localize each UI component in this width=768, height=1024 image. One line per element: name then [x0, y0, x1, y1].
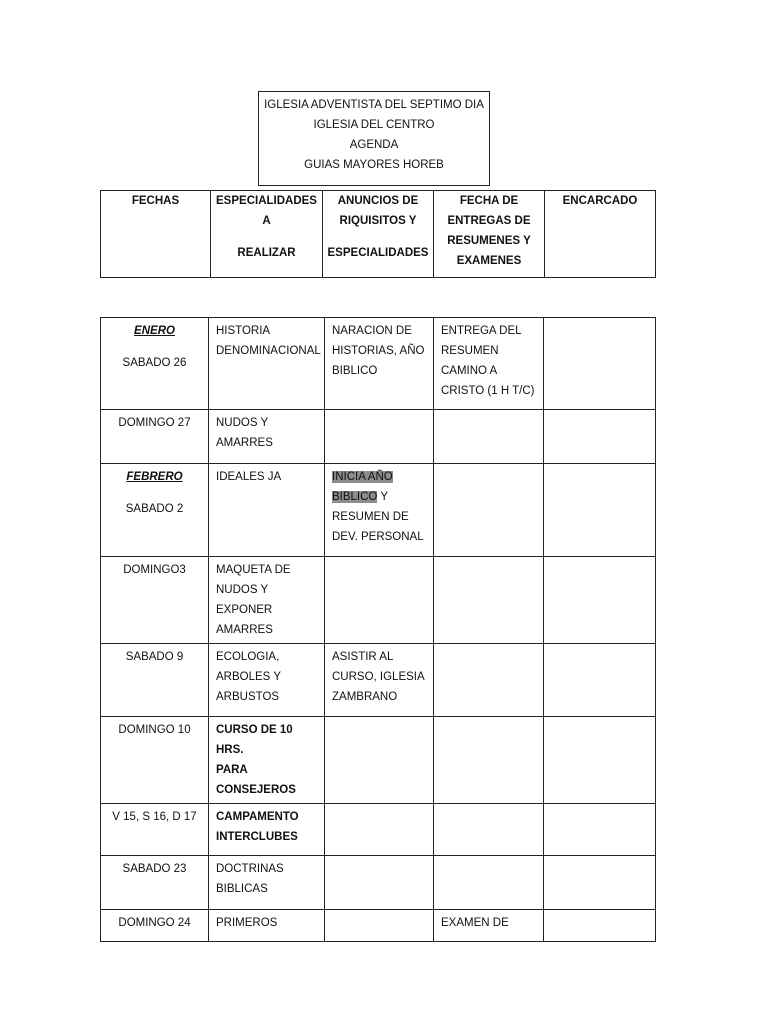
table-row — [101, 910, 656, 942]
entrega-cell — [434, 410, 544, 464]
agenda-table — [100, 317, 656, 942]
table-row — [101, 318, 656, 410]
anuncios-cell — [325, 910, 434, 942]
date-cell: DOMINGO 10 — [101, 717, 209, 804]
document-type: AGENDA — [349, 139, 399, 151]
church-name: IGLESIA ADVENTISTA DEL SEPTIMO DIA — [264, 99, 484, 111]
anuncios-cell — [325, 804, 434, 856]
entrega-cell — [434, 644, 544, 717]
header-table — [100, 190, 656, 278]
table-row — [101, 804, 656, 856]
anuncios-cell — [325, 717, 434, 804]
date-cell: SABADO 23 — [101, 856, 209, 910]
date-cell: V 15, S 16, D 17 — [101, 804, 209, 856]
especialidad-cell: PRIMEROS — [209, 910, 325, 942]
entrega-cell: ENTREGA DEL RESUMEN CAMINO A CRISTO (1 H T/C) — [434, 318, 544, 410]
encargado-cell — [544, 557, 656, 644]
header-encargado: ENCARCADO — [545, 191, 656, 278]
month-label: FEBRERO — [126, 471, 183, 483]
header-anuncios: ANUNCIOS DE RIQUISITOS Y ESPECIALIDADES — [323, 191, 434, 278]
club-name: GUIAS MAYORES HOREB — [304, 159, 444, 171]
encargado-cell — [544, 318, 656, 410]
anuncios-cell: ASISTIR AL CURSO, IGLESIA ZAMBRANO — [325, 644, 434, 717]
especialidad-cell: DOCTRINAS BIBLICAS — [209, 856, 325, 910]
highlighted-text: BIBLICO — [332, 491, 378, 503]
anuncios-cell — [325, 410, 434, 464]
anuncios-cell — [325, 557, 434, 644]
encargado-cell — [544, 464, 656, 557]
anuncios-cell: INICIA AÑO BIBLICO Y RESUMEN DE DEV. PERSONAL — [325, 464, 434, 557]
entrega-cell — [434, 804, 544, 856]
table-row — [101, 856, 656, 910]
encargado-cell — [544, 910, 656, 942]
especialidad-cell: IDEALES JA — [209, 464, 325, 557]
encargado-cell — [544, 804, 656, 856]
date-cell: ENERO SABADO 26 — [101, 318, 209, 410]
highlighted-text: INICIA AÑO — [332, 471, 393, 483]
table-row — [101, 644, 656, 717]
date-cell: DOMINGO 24 — [101, 910, 209, 942]
encargado-cell — [544, 856, 656, 910]
especialidad-cell: HISTORIA DENOMINACIONAL — [209, 318, 325, 410]
table-row — [101, 717, 656, 804]
table-row — [101, 464, 656, 557]
anuncios-cell — [325, 856, 434, 910]
anuncios-cell: NARACION DE HISTORIAS, AÑO BIBLICO — [325, 318, 434, 410]
especialidad-cell: MAQUETA DE NUDOS Y EXPONER AMARRES — [209, 557, 325, 644]
entrega-cell — [434, 856, 544, 910]
table-row — [101, 557, 656, 644]
entrega-cell — [434, 717, 544, 804]
header-row — [101, 191, 656, 278]
table-row — [101, 410, 656, 464]
entrega-cell — [434, 464, 544, 557]
entrega-cell — [434, 557, 544, 644]
encargado-cell — [544, 717, 656, 804]
month-label: ENERO — [134, 325, 175, 337]
document-title-box — [258, 91, 490, 186]
church-branch: IGLESIA DEL CENTRO — [313, 119, 435, 131]
especialidad-cell: ECOLOGIA, ARBOLES Y ARBUSTOS — [209, 644, 325, 717]
especialidad-cell: NUDOS Y AMARRES — [209, 410, 325, 464]
especialidad-cell: CAMPAMENTO INTERCLUBES — [209, 804, 325, 856]
entrega-cell: EXAMEN DE — [434, 910, 544, 942]
header-entregas: FECHA DE ENTREGAS DE RESUMENES Y EXAMENES — [434, 191, 545, 278]
especialidad-cell: CURSO DE 10 HRS. PARA CONSEJEROS — [209, 717, 325, 804]
header-especialidades: ESPECIALIDADES A REALIZAR — [211, 191, 323, 278]
date-cell: FEBRERO SABADO 2 — [101, 464, 209, 557]
header-fechas: FECHAS — [101, 191, 211, 278]
date-cell: DOMINGO3 — [101, 557, 209, 644]
encargado-cell — [544, 410, 656, 464]
date-cell: DOMINGO 27 — [101, 410, 209, 464]
date-cell: SABADO 9 — [101, 644, 209, 717]
encargado-cell — [544, 644, 656, 717]
